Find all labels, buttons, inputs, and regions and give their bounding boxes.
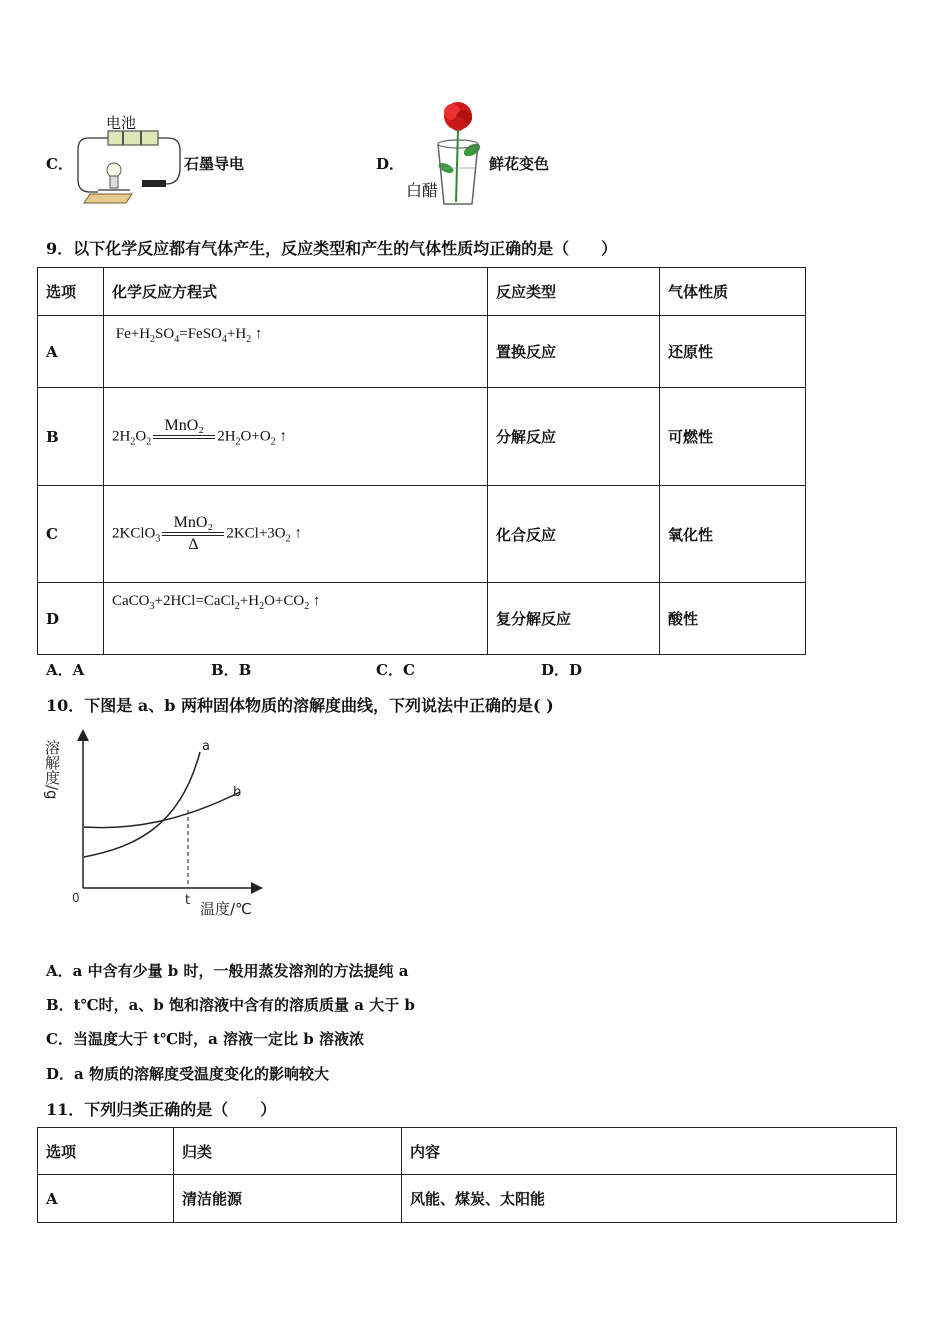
catalyst-label: MnO₂: [173, 514, 214, 531]
row-type: 化合反应: [488, 486, 660, 583]
row-property: 可燃性: [660, 388, 806, 486]
answer-a: A．A: [46, 661, 85, 679]
header-content: 内容: [402, 1128, 897, 1175]
option-c-letter: C．: [46, 155, 73, 173]
header-equation: 化学反应方程式: [104, 268, 488, 316]
y-axis-label: 溶解度/g: [43, 740, 61, 800]
row-type: 置换反应: [488, 316, 660, 388]
q10-option-d: D．a 物质的溶解度受温度变化的影响较大: [46, 1065, 329, 1083]
question-9: 9．以下化学反应都有气体产生，反应类型和产生的气体性质均正确的是（ ）: [46, 239, 618, 258]
row-property: 还原性: [660, 316, 806, 388]
row-option: C: [38, 486, 104, 583]
row-option: B: [38, 388, 104, 486]
table-row: [38, 583, 806, 655]
header-option: 选项: [38, 1128, 174, 1175]
header-property: 气体性质: [660, 268, 806, 316]
table-row: [38, 316, 806, 388]
catalyst-label: MnO₂: [164, 416, 204, 434]
header-category: 归类: [174, 1128, 402, 1175]
question-10: 10．下图是 a、b 两种固体物质的溶解度曲线，下列说法中正确的是( ): [46, 696, 554, 715]
row-option: A: [38, 316, 104, 388]
equation-a: $Fe+H_2SO_4=FeSO_4+H_2$ ↑: [104, 316, 488, 388]
header-option: 选项: [38, 268, 104, 316]
battery-label: 电池: [106, 114, 137, 132]
row-type: 分解反应: [488, 388, 660, 486]
option-d-label: 鲜花变色: [489, 155, 550, 173]
table-header-row: [38, 268, 806, 316]
vinegar-label: 白醋: [406, 181, 439, 200]
q10-option-a: A．a 中含有少量 b 时，一般用蒸发溶剂的方法提纯 a: [46, 962, 409, 980]
table-header-row: [38, 1128, 897, 1175]
q10-option-c: C．当温度大于 t℃时，a 溶液一定比 b 溶液浓: [46, 1030, 364, 1048]
option-d-letter: D．: [376, 155, 405, 173]
row-property: 氧化性: [660, 486, 806, 583]
table-row: [38, 1175, 897, 1223]
condition-label: Δ: [188, 536, 199, 553]
equation-c: 2KClO$_3$ $\frac{\text{MnO₂}}{\Delta}$ $2KCl+3O_2$ ↑: [104, 486, 488, 583]
row-category: 清洁能源: [174, 1175, 402, 1223]
series-b-label: b: [233, 785, 242, 800]
row-option: A: [38, 1175, 174, 1223]
q9-table: [37, 267, 806, 655]
t-label: t: [185, 893, 191, 908]
row-content: 风能、煤炭、太阳能: [402, 1175, 897, 1223]
row-type: 复分解反应: [488, 583, 660, 655]
equation-d: $CaCO_3+2HCl=CaCl_2+H_2O+CO_2$ ↑: [104, 583, 488, 655]
origin-label: 0: [72, 891, 80, 905]
question-11: 11．下列归类正确的是（ ）: [46, 1100, 277, 1119]
series-a-label: a: [202, 739, 210, 754]
answer-c: C．C: [376, 661, 415, 679]
solubility-chart: [40, 722, 280, 932]
answer-d: D．D: [541, 661, 583, 679]
x-axis-label: 温度/℃: [200, 900, 252, 918]
q11-table: [37, 1127, 897, 1223]
curve-a: [84, 752, 200, 857]
q10-option-b: B．t℃时，a、b 饱和溶液中含有的溶质质量 a 大于 b: [46, 996, 415, 1014]
row-property: 酸性: [660, 583, 806, 655]
row-option: D: [38, 583, 104, 655]
answer-b: B．B: [211, 661, 252, 679]
option-c-label: 石墨导电: [184, 155, 245, 173]
table-row: [38, 486, 806, 583]
equation-b: $2H_2O_2$ MnO₂ $2H_2O+O_2$ ↑: [104, 388, 488, 486]
header-type: 反应类型: [488, 268, 660, 316]
table-row: [38, 388, 806, 486]
